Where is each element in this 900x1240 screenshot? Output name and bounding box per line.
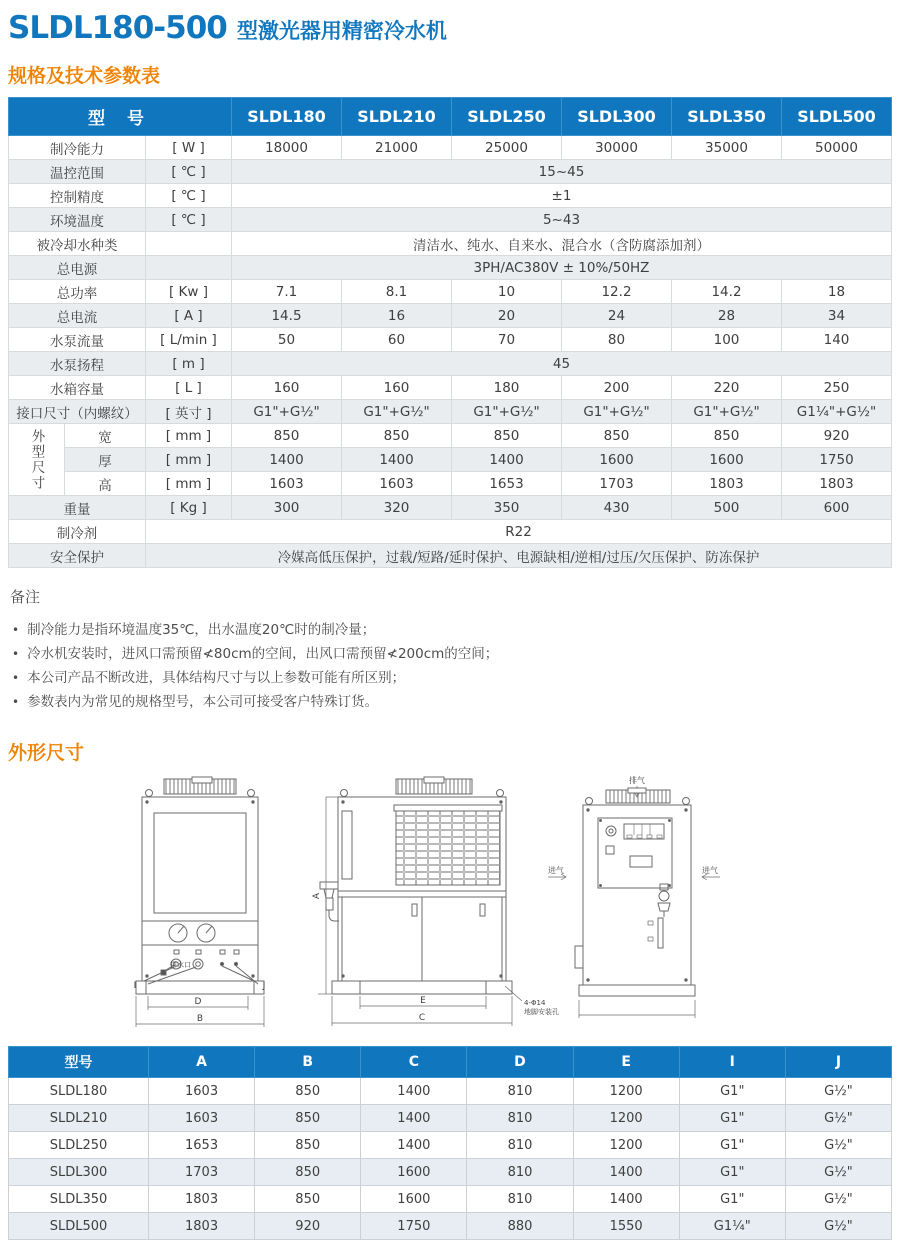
spec-value-cell: 850 bbox=[562, 424, 672, 448]
spec-row-pump-flow bbox=[9, 328, 892, 352]
dim-cell: G½" bbox=[785, 1159, 891, 1186]
spec-row-unit: [ mm ] bbox=[146, 424, 232, 448]
dim-cell: 1200 bbox=[573, 1132, 679, 1159]
spec-value-cell: 18000 bbox=[232, 136, 342, 160]
spec-header-sldl350: SLDL350 bbox=[672, 98, 782, 136]
spec-value-cell: 920 bbox=[782, 424, 892, 448]
spec-value-cell: G1"+G½" bbox=[232, 400, 342, 424]
spec-value-cell: 350 bbox=[452, 496, 562, 520]
dim-cell: 880 bbox=[467, 1213, 573, 1240]
spec-row-unit: [ L/min ] bbox=[146, 328, 232, 352]
dim-label-b: B bbox=[196, 1014, 204, 1024]
spec-row-label: 控制精度 bbox=[9, 184, 146, 208]
notes-section bbox=[10, 586, 890, 714]
spec-value-cell: 21000 bbox=[342, 136, 452, 160]
dim-cell: G1" bbox=[679, 1078, 785, 1105]
dim-label-j: J bbox=[262, 981, 266, 991]
spec-row-unit: [ m ] bbox=[146, 352, 232, 376]
spec-value-cell: 180 bbox=[452, 376, 562, 400]
spec-row-total-power bbox=[9, 280, 892, 304]
spec-value-cell: 100 bbox=[672, 328, 782, 352]
dim-cell: 1600 bbox=[361, 1186, 467, 1213]
dim-cell: 1603 bbox=[149, 1105, 255, 1132]
dim-row-sldl300 bbox=[9, 1159, 892, 1186]
drawing-side-view bbox=[312, 777, 559, 1026]
spec-value-cell: ±1 bbox=[232, 184, 892, 208]
section-heading-dimensions: 外形尺寸 bbox=[8, 742, 85, 764]
dim-cell: 1603 bbox=[149, 1078, 255, 1105]
drawing-front-view bbox=[134, 777, 266, 1027]
drain-outlet-label: 排水口 bbox=[170, 961, 191, 969]
spec-value-cell: 50 bbox=[232, 328, 342, 352]
spec-header-sldl210: SLDL210 bbox=[342, 98, 452, 136]
spec-header-sldl250: SLDL250 bbox=[452, 98, 562, 136]
dim-cell: G½" bbox=[785, 1213, 891, 1240]
spec-value-cell: G1"+G½" bbox=[562, 400, 672, 424]
dim-cell: 1703 bbox=[149, 1159, 255, 1186]
dim-cell: SLDL500 bbox=[9, 1213, 149, 1240]
spec-row-unit: [ L ] bbox=[146, 376, 232, 400]
spec-value-cell: 160 bbox=[342, 376, 452, 400]
dim-cell: 1600 bbox=[361, 1159, 467, 1186]
spec-value-cell: 25000 bbox=[452, 136, 562, 160]
spec-value-cell: 10 bbox=[452, 280, 562, 304]
spec-row-unit: [ mm ] bbox=[146, 448, 232, 472]
spec-value-cell: G1¼"+G½" bbox=[782, 400, 892, 424]
dim-cell: 810 bbox=[467, 1186, 573, 1213]
spec-row-unit: [ Kw ] bbox=[146, 280, 232, 304]
exhaust-label: 排气 bbox=[629, 776, 645, 785]
dim-cell: 1550 bbox=[573, 1213, 679, 1240]
dim-header-d: D bbox=[467, 1047, 573, 1078]
dim-label-i: I bbox=[133, 981, 137, 991]
dim-cell: 1200 bbox=[573, 1105, 679, 1132]
spec-value-cell: 1603 bbox=[342, 472, 452, 496]
spec-row-refrigerant bbox=[9, 520, 892, 544]
spec-row-label: 总电流 bbox=[9, 304, 146, 328]
dim-cell: 850 bbox=[255, 1159, 361, 1186]
spec-value-cell: 1400 bbox=[342, 448, 452, 472]
spec-value-cell: 7.1 bbox=[232, 280, 342, 304]
dim-header-row bbox=[9, 1047, 892, 1078]
drawing-back-view bbox=[548, 775, 720, 1018]
intake-left-label: 进气 bbox=[548, 866, 564, 875]
spec-value-cell: 35000 bbox=[672, 136, 782, 160]
spec-row-unit bbox=[146, 232, 232, 256]
spec-value-cell: 220 bbox=[672, 376, 782, 400]
dim-row-sldl250 bbox=[9, 1132, 892, 1159]
dim-cell: G½" bbox=[785, 1132, 891, 1159]
spec-row-unit: [ Kg ] bbox=[146, 496, 232, 520]
spec-value-cell: 430 bbox=[562, 496, 672, 520]
dim-label-a: A bbox=[312, 892, 322, 900]
spec-value-cell: 60 bbox=[342, 328, 452, 352]
spec-row-unit: [ A ] bbox=[146, 304, 232, 328]
spec-value-cell: R22 bbox=[146, 520, 892, 544]
dim-row-sldl180 bbox=[9, 1078, 892, 1105]
dim-header-c: C bbox=[361, 1047, 467, 1078]
spec-value-cell: 1400 bbox=[232, 448, 342, 472]
spec-value-cell: 200 bbox=[562, 376, 672, 400]
spec-row-unit: [ ℃ ] bbox=[146, 184, 232, 208]
spec-value-cell: 24 bbox=[562, 304, 672, 328]
spec-row-unit: [ ℃ ] bbox=[146, 208, 232, 232]
spec-value-cell: 28 bbox=[672, 304, 782, 328]
spec-value-cell: 14.5 bbox=[232, 304, 342, 328]
spec-value-cell: 1653 bbox=[452, 472, 562, 496]
spec-row-unit: [ W ] bbox=[146, 136, 232, 160]
spec-group-label-dimensions: 外型尺寸 bbox=[9, 424, 65, 496]
spec-row-label: 温控范围 bbox=[9, 160, 146, 184]
spec-row-label: 制冷剂 bbox=[9, 520, 146, 544]
spec-value-cell: 3PH/AC380V ± 10%/50HZ bbox=[232, 256, 892, 280]
dim-cell: 810 bbox=[467, 1105, 573, 1132]
spec-row-dim-width bbox=[9, 424, 892, 448]
dim-cell: 850 bbox=[255, 1186, 361, 1213]
dim-cell: 920 bbox=[255, 1213, 361, 1240]
spec-value-cell: 70 bbox=[452, 328, 562, 352]
dim-label-c: C bbox=[418, 1013, 426, 1023]
spec-value-cell: 1603 bbox=[232, 472, 342, 496]
dim-label-d: D bbox=[194, 997, 202, 1007]
spec-value-cell: 30000 bbox=[562, 136, 672, 160]
dim-cell: G1" bbox=[679, 1186, 785, 1213]
dim-cell: SLDL250 bbox=[9, 1132, 149, 1159]
spec-value-cell: 1803 bbox=[672, 472, 782, 496]
notes-title: 备注 bbox=[10, 588, 41, 606]
technical-drawing-svg bbox=[8, 774, 892, 1044]
title-product-name: 型激光器用精密冷水机 bbox=[236, 19, 447, 43]
spec-row-weight bbox=[9, 496, 892, 520]
spec-value-cell: 45 bbox=[232, 352, 892, 376]
dim-cell: SLDL180 bbox=[9, 1078, 149, 1105]
dim-cell: G½" bbox=[785, 1186, 891, 1213]
dim-header-j: J bbox=[785, 1047, 891, 1078]
spec-table bbox=[8, 97, 892, 568]
spec-value-cell: 1803 bbox=[782, 472, 892, 496]
dim-cell: 1803 bbox=[149, 1213, 255, 1240]
spec-row-dim-height bbox=[9, 472, 892, 496]
dim-header-e: E bbox=[573, 1047, 679, 1078]
dim-cell: G1¼" bbox=[679, 1213, 785, 1240]
spec-row-unit bbox=[146, 256, 232, 280]
dim-row-sldl350 bbox=[9, 1186, 892, 1213]
dim-cell: 810 bbox=[467, 1078, 573, 1105]
dim-header-b: B bbox=[255, 1047, 361, 1078]
spec-value-cell: 16 bbox=[342, 304, 452, 328]
dim-row-sldl500 bbox=[9, 1213, 892, 1240]
spec-row-label: 总功率 bbox=[9, 280, 146, 304]
dim-cell: 1400 bbox=[361, 1132, 467, 1159]
spec-value-cell: 1600 bbox=[672, 448, 782, 472]
spec-sub-label: 宽 bbox=[65, 424, 146, 448]
spec-value-cell: 80 bbox=[562, 328, 672, 352]
dim-cell: 1400 bbox=[361, 1105, 467, 1132]
spec-value-cell: 850 bbox=[452, 424, 562, 448]
dim-cell: 1750 bbox=[361, 1213, 467, 1240]
dim-cell: 1400 bbox=[573, 1159, 679, 1186]
spec-row-label: 接口尺寸（内螺纹） bbox=[9, 400, 146, 424]
dim-header-model: 型号 bbox=[9, 1047, 149, 1078]
spec-value-cell: 300 bbox=[232, 496, 342, 520]
dim-cell: 1653 bbox=[149, 1132, 255, 1159]
foot-hole-note-size: 4-Φ14 bbox=[524, 999, 546, 1007]
dim-cell: G1" bbox=[679, 1159, 785, 1186]
spec-value-cell: G1"+G½" bbox=[452, 400, 562, 424]
spec-row-unit: [ ℃ ] bbox=[146, 160, 232, 184]
spec-value-cell: 1400 bbox=[452, 448, 562, 472]
spec-row-connection-size bbox=[9, 400, 892, 424]
outline-drawings bbox=[8, 774, 892, 1044]
spec-row-unit: [ 英寸 ] bbox=[146, 400, 232, 424]
spec-value-cell: 140 bbox=[782, 328, 892, 352]
dim-header-a: A bbox=[149, 1047, 255, 1078]
spec-row-label: 水泵扬程 bbox=[9, 352, 146, 376]
spec-row-cooling-capacity bbox=[9, 136, 892, 160]
spec-value-cell: 850 bbox=[232, 424, 342, 448]
title-model-range: SLDL180-500 bbox=[8, 10, 227, 46]
spec-sub-label: 厚 bbox=[65, 448, 146, 472]
dim-cell: 1200 bbox=[573, 1078, 679, 1105]
spec-row-total-current bbox=[9, 304, 892, 328]
dim-cell: G½" bbox=[785, 1078, 891, 1105]
spec-row-ambient-temp bbox=[9, 208, 892, 232]
dim-cell: 850 bbox=[255, 1078, 361, 1105]
spec-value-cell: 18 bbox=[782, 280, 892, 304]
spec-header-row bbox=[9, 98, 892, 136]
spec-value-cell: 1750 bbox=[782, 448, 892, 472]
spec-value-cell: 850 bbox=[342, 424, 452, 448]
spec-sub-label: 高 bbox=[65, 472, 146, 496]
spec-value-cell: G1"+G½" bbox=[342, 400, 452, 424]
dim-cell: SLDL300 bbox=[9, 1159, 149, 1186]
section-heading-specs: 规格及技术参数表 bbox=[8, 65, 161, 87]
dim-cell: SLDL210 bbox=[9, 1105, 149, 1132]
spec-value-cell: 50000 bbox=[782, 136, 892, 160]
spec-value-cell: 320 bbox=[342, 496, 452, 520]
spec-row-label: 制冷能力 bbox=[9, 136, 146, 160]
spec-row-label: 水泵流量 bbox=[9, 328, 146, 352]
dim-cell: G½" bbox=[785, 1105, 891, 1132]
note-item: • 冷水机安装时，进风口需预留≮80cm的空间，出风口需预留≮200cm的空间； bbox=[10, 642, 890, 666]
spec-row-label: 被冷却水种类 bbox=[9, 232, 146, 256]
intake-right-label: 进气 bbox=[702, 866, 718, 875]
dim-cell: G1" bbox=[679, 1105, 785, 1132]
spec-header-model: 型 号 bbox=[9, 98, 232, 136]
spec-value-cell: 20 bbox=[452, 304, 562, 328]
spec-value-cell: 850 bbox=[672, 424, 782, 448]
spec-value-cell: 清洁水、纯水、自来水、混合水（含防腐添加剂） bbox=[232, 232, 892, 256]
spec-value-cell: G1"+G½" bbox=[672, 400, 782, 424]
spec-value-cell: 冷媒高低压保护，过载/短路/延时保护、电源缺相/逆相/过压/欠压保护、防冻保护 bbox=[146, 544, 892, 568]
dim-cell: 810 bbox=[467, 1132, 573, 1159]
dim-row-sldl210 bbox=[9, 1105, 892, 1132]
spec-row-temp-range bbox=[9, 160, 892, 184]
dim-cell: 850 bbox=[255, 1132, 361, 1159]
spec-row-label: 安全保护 bbox=[9, 544, 146, 568]
spec-header-sldl180: SLDL180 bbox=[232, 98, 342, 136]
spec-value-cell: 34 bbox=[782, 304, 892, 328]
dim-cell: 1400 bbox=[573, 1186, 679, 1213]
spec-value-cell: 500 bbox=[672, 496, 782, 520]
spec-header-sldl500: SLDL500 bbox=[782, 98, 892, 136]
spec-value-cell: 160 bbox=[232, 376, 342, 400]
note-item: • 参数表内为常见的规格型号，本公司可接受客户特殊订货。 bbox=[10, 690, 890, 714]
dim-cell: 850 bbox=[255, 1105, 361, 1132]
spec-row-label: 环境温度 bbox=[9, 208, 146, 232]
spec-value-cell: 8.1 bbox=[342, 280, 452, 304]
spec-row-power-supply bbox=[9, 256, 892, 280]
dim-cell: 810 bbox=[467, 1159, 573, 1186]
dim-header-i: I bbox=[679, 1047, 785, 1078]
spec-value-cell: 5~43 bbox=[232, 208, 892, 232]
dim-cell: 1400 bbox=[361, 1078, 467, 1105]
spec-row-label: 重量 bbox=[9, 496, 146, 520]
dim-cell: SLDL350 bbox=[9, 1186, 149, 1213]
spec-value-cell: 600 bbox=[782, 496, 892, 520]
spec-row-pump-head bbox=[9, 352, 892, 376]
spec-row-safety bbox=[9, 544, 892, 568]
spec-value-cell: 1600 bbox=[562, 448, 672, 472]
spec-row-label: 水箱容量 bbox=[9, 376, 146, 400]
dim-label-e: E bbox=[420, 996, 426, 1006]
dim-cell: G1" bbox=[679, 1132, 785, 1159]
spec-row-control-precision bbox=[9, 184, 892, 208]
spec-row-label: 总电源 bbox=[9, 256, 146, 280]
note-item: • 本公司产品不断改进，具体结构尺寸与以上参数可能有所区别； bbox=[10, 666, 890, 690]
spec-value-cell: 14.2 bbox=[672, 280, 782, 304]
spec-row-dim-depth bbox=[9, 448, 892, 472]
spec-value-cell: 1703 bbox=[562, 472, 672, 496]
page-title bbox=[8, 10, 892, 46]
spec-row-tank-capacity bbox=[9, 376, 892, 400]
spec-value-cell: 250 bbox=[782, 376, 892, 400]
note-item: • 制冷能力是指环境温度35℃，出水温度20℃时的制冷量； bbox=[10, 618, 890, 642]
foot-hole-note-text: 地脚安装孔 bbox=[524, 1008, 559, 1016]
spec-header-sldl300: SLDL300 bbox=[562, 98, 672, 136]
spec-value-cell: 15~45 bbox=[232, 160, 892, 184]
spec-row-coolant-type bbox=[9, 232, 892, 256]
spec-value-cell: 12.2 bbox=[562, 280, 672, 304]
dim-cell: 1803 bbox=[149, 1186, 255, 1213]
spec-row-unit: [ mm ] bbox=[146, 472, 232, 496]
